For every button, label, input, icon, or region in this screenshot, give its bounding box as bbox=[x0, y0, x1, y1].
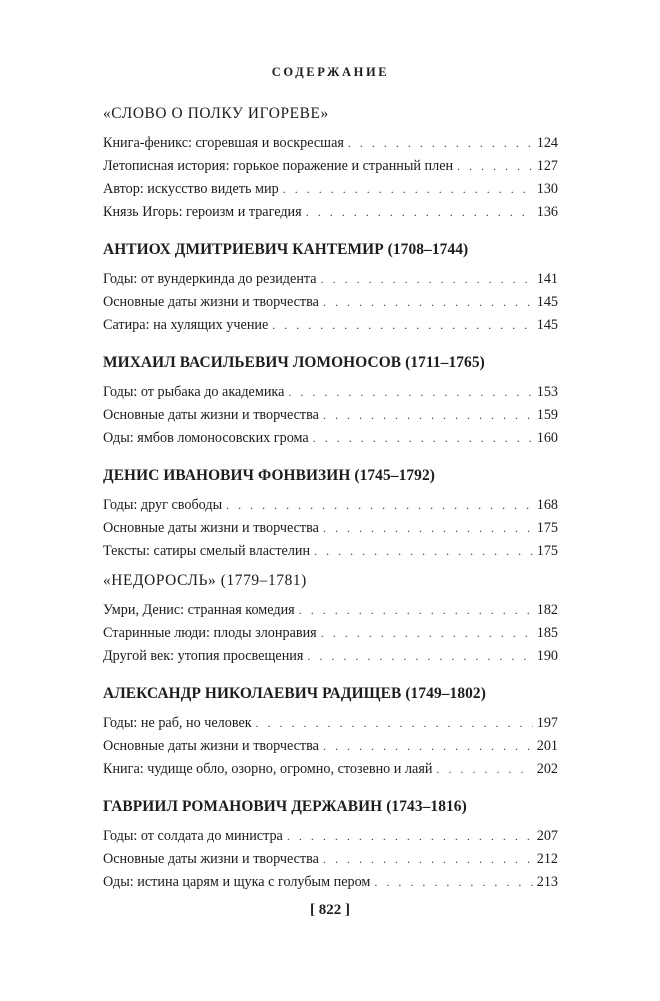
entry-page-number: 124 bbox=[536, 135, 558, 151]
dot-leader bbox=[323, 291, 533, 314]
entry-title: Годы: от вундеркинда до резидента bbox=[103, 271, 317, 287]
toc-sections bbox=[103, 104, 558, 894]
entry-page-number: 175 bbox=[536, 520, 558, 536]
entry-title: Оды: истина царям и щука с голубым пером bbox=[103, 874, 371, 890]
dot-leader bbox=[457, 155, 533, 178]
dot-leader bbox=[299, 599, 533, 622]
toc-entry[interactable] bbox=[103, 132, 558, 155]
entry-title: Основные даты жизни и творчества bbox=[103, 851, 319, 867]
dot-leader bbox=[306, 201, 533, 224]
section-heading: ДЕНИС ИВАНОВИЧ ФОНВИЗИН (1745–1792) bbox=[103, 467, 435, 484]
toc-entry[interactable] bbox=[103, 540, 558, 563]
entry-title: Годы: друг свободы bbox=[103, 497, 223, 513]
dot-leader bbox=[321, 268, 533, 291]
entry-page-number: 159 bbox=[536, 407, 558, 423]
toc-section bbox=[103, 571, 558, 668]
toc-entry[interactable] bbox=[103, 517, 558, 540]
toc-entry[interactable] bbox=[103, 291, 558, 314]
toc-entry[interactable] bbox=[103, 268, 558, 291]
toc-section bbox=[103, 684, 558, 781]
toc-entry[interactable] bbox=[103, 381, 558, 404]
dot-leader bbox=[323, 848, 533, 871]
toc-entry[interactable] bbox=[103, 825, 558, 848]
entry-page-number: 197 bbox=[536, 715, 558, 731]
dot-leader bbox=[323, 735, 533, 758]
toc-entry[interactable] bbox=[103, 599, 558, 622]
entry-page-number: 185 bbox=[536, 625, 558, 641]
entry-page-number: 141 bbox=[536, 271, 558, 287]
dot-leader bbox=[256, 712, 533, 735]
entry-page-number: 190 bbox=[536, 648, 558, 664]
dot-leader bbox=[323, 404, 533, 427]
entry-page-number: 153 bbox=[536, 384, 558, 400]
entry-title: Умри, Денис: странная комедия bbox=[103, 602, 295, 618]
running-title: СОДЕРЖАНИЕ bbox=[271, 65, 390, 79]
dot-leader bbox=[374, 871, 532, 894]
entry-title: Книга: чудище обло, озорно, огромно, стозевно и лаяй bbox=[103, 761, 433, 777]
entry-page-number: 145 bbox=[536, 317, 558, 333]
dot-leader bbox=[307, 645, 532, 668]
section-heading: ГАВРИИЛ РОМАНОВИЧ ДЕРЖАВИН (1743–1816) bbox=[103, 798, 467, 815]
dot-leader bbox=[314, 540, 533, 563]
toc-entry[interactable] bbox=[103, 735, 558, 758]
dot-leader bbox=[348, 132, 533, 155]
dot-leader bbox=[287, 825, 533, 848]
entry-page-number: 160 bbox=[536, 430, 558, 446]
entry-title: Основные даты жизни и творчества bbox=[103, 294, 319, 310]
dot-leader bbox=[321, 622, 533, 645]
toc-entry[interactable] bbox=[103, 201, 558, 224]
section-heading: АЛЕКСАНДР НИКОЛАЕВИЧ РАДИЩЕВ (1749–1802) bbox=[103, 685, 486, 702]
entry-title: Годы: не раб, но человек bbox=[103, 715, 252, 731]
section-heading: АНТИОХ ДМИТРИЕВИЧ КАНТЕМИР (1708–1744) bbox=[103, 241, 469, 258]
entry-title: Оды: ямбов ломоносовских грома bbox=[103, 430, 309, 446]
entry-page-number: 130 bbox=[536, 181, 558, 197]
toc-section bbox=[103, 353, 558, 450]
toc-entry[interactable] bbox=[103, 758, 558, 781]
toc-section bbox=[103, 104, 558, 224]
dot-leader bbox=[323, 517, 533, 540]
entry-title: Летописная история: горькое поражение и странный плен bbox=[103, 158, 454, 174]
toc-section bbox=[103, 240, 558, 337]
toc-entry[interactable] bbox=[103, 427, 558, 450]
entry-page-number: 145 bbox=[536, 294, 558, 310]
entry-page-number: 182 bbox=[536, 602, 558, 618]
entry-page-number: 168 bbox=[536, 497, 558, 513]
dot-leader bbox=[272, 314, 532, 337]
toc-entry[interactable] bbox=[103, 314, 558, 337]
entry-title: Другой век: утопия просвещения bbox=[103, 648, 304, 664]
entry-page-number: 136 bbox=[536, 204, 558, 220]
toc-entry[interactable] bbox=[103, 848, 558, 871]
entry-page-number: 202 bbox=[536, 761, 558, 777]
section-heading: «СЛОВО О ПОЛКУ ИГОРЕВЕ» bbox=[103, 105, 329, 122]
page-number: [ 822 ] bbox=[310, 902, 350, 918]
entry-title: Основные даты жизни и творчества bbox=[103, 407, 319, 423]
entry-page-number: 213 bbox=[536, 874, 558, 890]
entry-title: Тексты: сатиры смелый властелин bbox=[103, 543, 311, 559]
table-of-contents bbox=[103, 62, 558, 910]
toc-entry[interactable] bbox=[103, 155, 558, 178]
entry-page-number: 207 bbox=[536, 828, 558, 844]
dot-leader bbox=[226, 494, 533, 517]
entry-title: Сатира: на хулящих учение bbox=[103, 317, 269, 333]
section-heading: МИХАИЛ ВАСИЛЬЕВИЧ ЛОМОНОСОВ (1711–1765) bbox=[103, 354, 485, 371]
toc-entry[interactable] bbox=[103, 871, 558, 894]
dot-leader bbox=[288, 381, 532, 404]
entry-title: Автор: искусство видеть мир bbox=[103, 181, 279, 197]
dot-leader bbox=[283, 178, 533, 201]
dot-leader bbox=[313, 427, 533, 450]
toc-entry[interactable] bbox=[103, 622, 558, 645]
entry-title: Основные даты жизни и творчества bbox=[103, 520, 319, 536]
entry-title: Старинные люди: плоды злонравия bbox=[103, 625, 317, 641]
entry-title: Годы: от солдата до министра bbox=[103, 828, 283, 844]
toc-entry[interactable] bbox=[103, 404, 558, 427]
entry-title: Князь Игорь: героизм и трагедия bbox=[103, 204, 302, 220]
toc-section bbox=[103, 797, 558, 894]
toc-entry[interactable] bbox=[103, 494, 558, 517]
entry-title: Основные даты жизни и творчества bbox=[103, 738, 319, 754]
entry-title: Годы: от рыбака до академика bbox=[103, 384, 285, 400]
entry-page-number: 127 bbox=[536, 158, 558, 174]
entry-page-number: 212 bbox=[536, 851, 558, 867]
toc-entry[interactable] bbox=[103, 645, 558, 668]
toc-section bbox=[103, 466, 558, 563]
entry-page-number: 175 bbox=[536, 543, 558, 559]
section-heading: «НЕДОРОСЛЬ» (1779–1781) bbox=[103, 572, 307, 589]
toc-entry[interactable] bbox=[103, 178, 558, 201]
dot-leader bbox=[436, 758, 532, 781]
toc-entry[interactable] bbox=[103, 712, 558, 735]
entry-page-number: 201 bbox=[536, 738, 558, 754]
entry-title: Книга-феникс: сгоревшая и воскресшая bbox=[103, 135, 344, 151]
